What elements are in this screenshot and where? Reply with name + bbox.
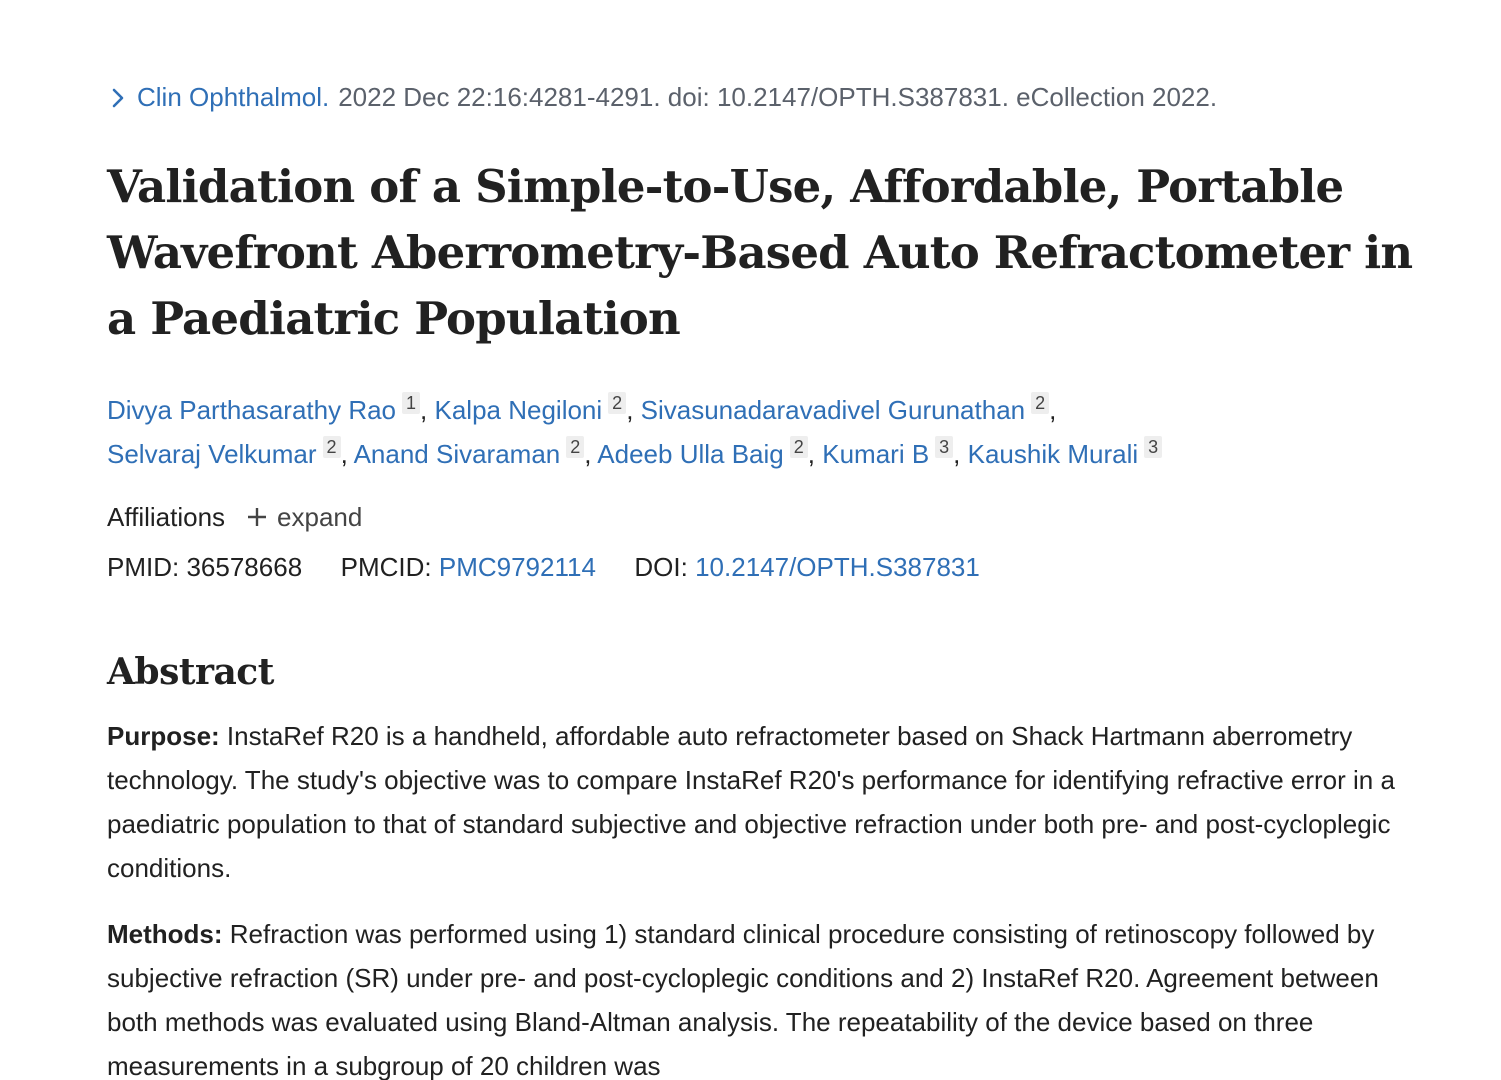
pmid-label: PMID: [107,552,180,582]
affiliation-ref[interactable]: 3 [1144,436,1162,458]
affiliation-ref[interactable]: 2 [608,392,626,414]
pmcid-link[interactable]: PMC9792114 [438,552,596,582]
section-label: Purpose: [107,721,220,751]
affiliations-row [107,498,1427,536]
article-content [107,78,1427,1080]
author-link[interactable]: Adeeb Ulla Baig [597,439,784,469]
citation-details: 2022 Dec 22:16:4281-4291. doi: 10.2147/OPTH.S387831. eCollection 2022. [338,82,1218,112]
section-text: Refraction was performed using 1) standard clinical procedure consisting of retinoscopy followed by subjective refraction (SR) under pre- and post-cycloplegic conditions and 2) InstaRef R20. Agreement between both methods was evaluated using Bland-Altman analysis. The repeatability of the device based on three measurements in a subgroup of 20 children was [107,919,1379,1080]
affiliation-ref[interactable]: 2 [566,436,584,458]
pmcid-label: PMCID: [340,552,432,582]
author-link[interactable]: Kalpa Negiloni [434,395,603,425]
journal-link[interactable]: Clin Ophthalmol. [137,82,330,112]
author-link[interactable]: Divya Parthasarathy Rao [107,395,397,425]
abstract-purpose [107,714,1427,890]
plus-icon [247,507,267,527]
abstract-methods [107,912,1427,1080]
author-link[interactable]: Kaushik Murali [967,439,1139,469]
author-link[interactable]: Anand Sivaraman [353,439,561,469]
author-link[interactable]: Kumari B [822,439,930,469]
pmid-value: 36578668 [186,552,303,582]
section-label: Methods: [107,919,223,949]
author-link[interactable]: Selvaraj Velkumar [107,439,317,469]
affiliation-ref[interactable]: 2 [790,436,808,458]
identifiers-row [107,548,1427,586]
chevron-right-icon[interactable] [107,87,129,109]
affiliation-ref[interactable]: 2 [323,436,341,458]
expand-label: expand [277,502,363,532]
section-text: InstaRef R20 is a handheld, affordable auto refractometer based on Shack Hartmann aberrometry technology. The study's objective was to compare InstaRef R20's performance for identifying refractive error in a paediatric population to that of standard subjective and objective refraction under both pre- and post-cycloplegic conditions. [107,721,1395,883]
article-title: Validation of a Simple-to-Use, Affordable, Portable Wavefront Aberrometry-Based Auto Refractometer in a Paediatric Population [107,160,1413,345]
affiliation-ref[interactable]: 2 [1031,392,1049,414]
citation-line [107,78,1427,116]
author-list: Divya Parthasarathy Rao 1 , Kalpa Negiloni 2 , Sivasunadaravadivel Gurunathan 2 , Selvaraj Velkumar 2 , Anand Sivaraman 2 , Adeeb Ulla Baig 2 , Kumari B 3 , Kaushik Murali 3 [107,388,1427,476]
abstract-heading: Abstract [107,651,274,693]
author-link[interactable]: Sivasunadaravadivel Gurunathan [640,395,1026,425]
affiliations-label: Affiliations [107,502,226,532]
affiliation-ref[interactable]: 1 [402,392,420,414]
doi-link[interactable]: 10.2147/OPTH.S387831 [695,552,980,582]
doi-label: DOI: [634,552,688,582]
affiliations-expand-button[interactable] [247,498,362,536]
affiliation-ref[interactable]: 3 [935,436,953,458]
